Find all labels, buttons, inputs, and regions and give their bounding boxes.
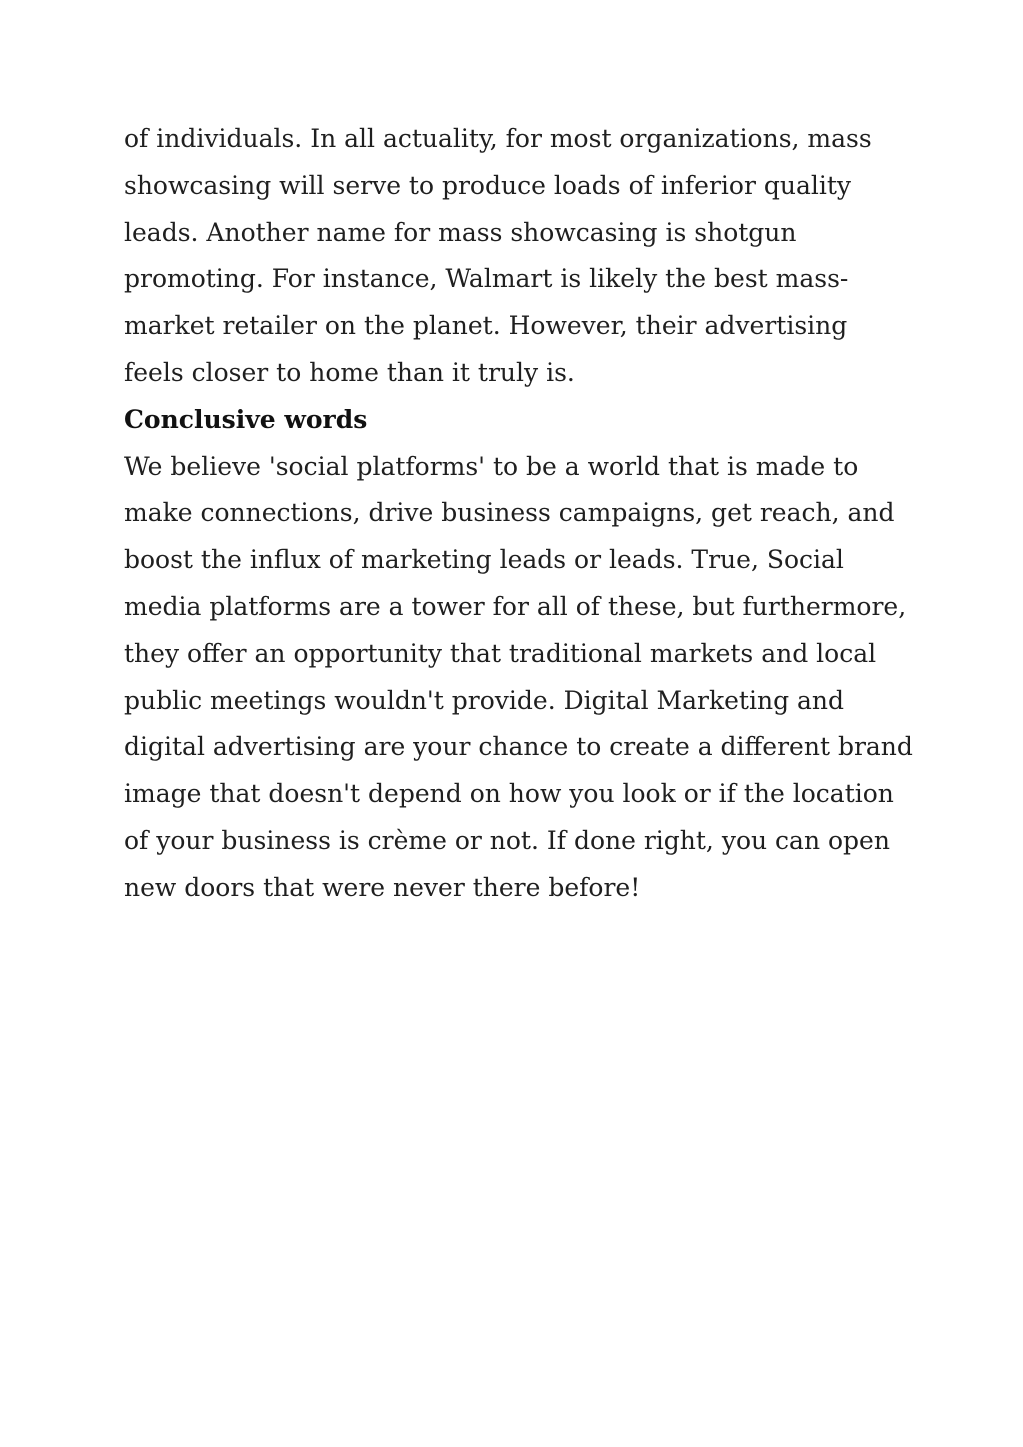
section-heading: Conclusive words [124, 404, 368, 434]
body-paragraph-conclusion: We believe 'social platforms' to be a world that is made to make connections, drive business campaigns, get reach, and boost the influx of marketing leads or leads. True, Social media platforms are a tower for all of these, but furthermore, they offer an opportunity that traditional markets and local public meetings wouldn't provide. Digital Marketing and digital advertising are your chance to create a different brand image that doesn't depend on how you look or if the location of your business is crème or not. If done right, you can open new doors that were never there before! [124, 451, 913, 902]
document-page [124, 116, 914, 912]
body-paragraph-intro: of individuals. In all actuality, for most organizations, mass showcasing will serve to produce loads of inferior quality leads. Another name for mass showcasing is shotgun promoting. For instance, Walmart is likely the best mass-market retailer on the planet. However, their advertising feels closer to home than it truly is. [124, 124, 872, 387]
